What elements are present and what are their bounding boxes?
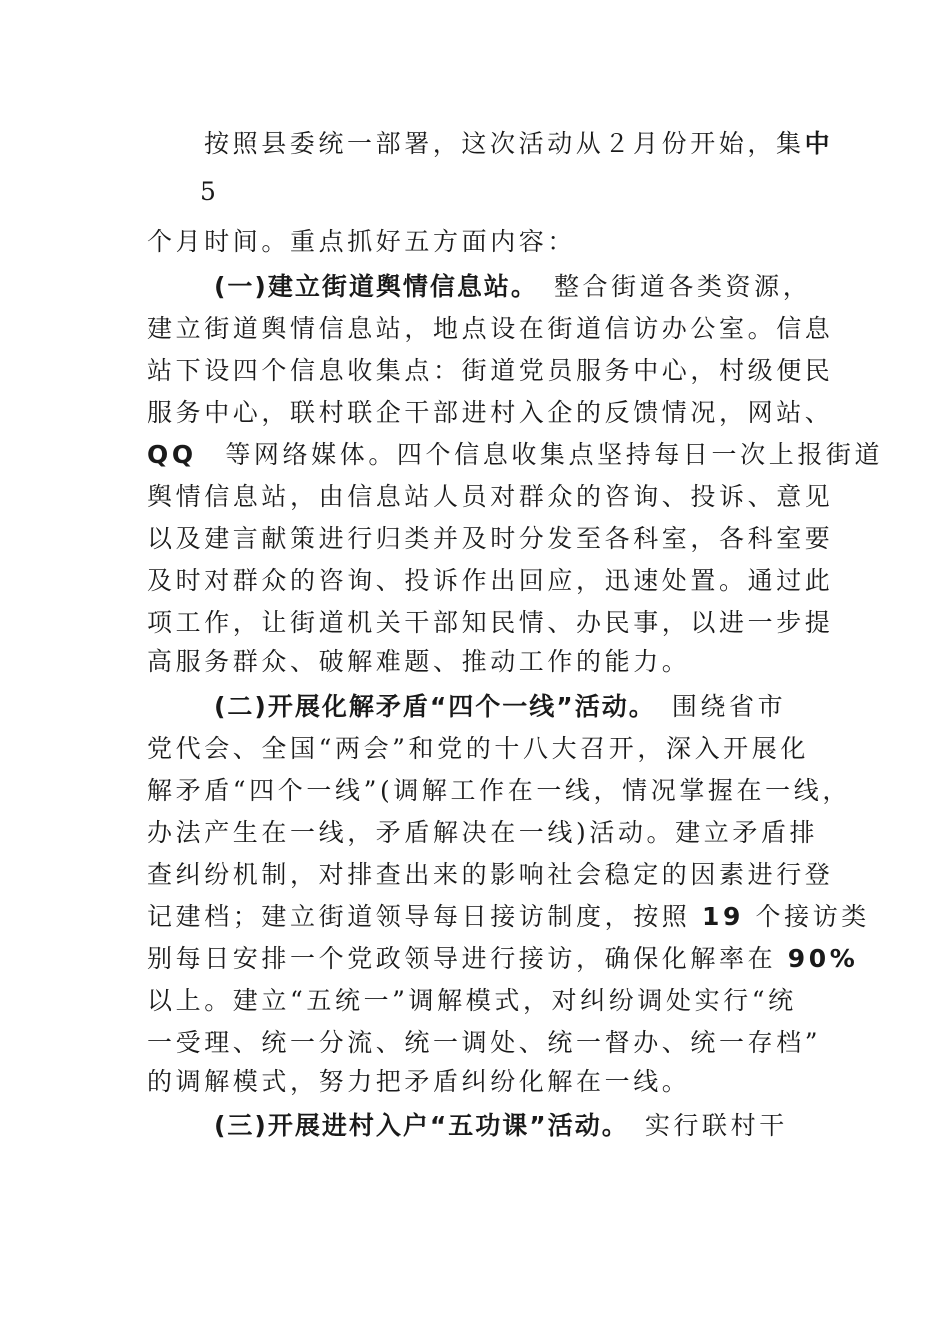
text-line <box>147 986 797 1016</box>
text-span: 实行联村干 <box>616 1111 788 1140</box>
text-span: 党代会、全国“两会”和党的十八大召开，深入开展化 <box>147 734 809 763</box>
section-heading: (一)建立街道舆情信息站。 <box>214 272 526 301</box>
text-line <box>147 440 883 470</box>
text-span: 个接访类 <box>743 902 870 931</box>
text-line <box>147 647 690 677</box>
text-line <box>147 314 833 344</box>
text-span: 站下设四个信息收集点：街道党员服务中心，村级便民 <box>147 356 834 385</box>
text-span: 建立街道舆情信息站，地点设在街道信访办公室。信息 <box>147 314 834 343</box>
text-line <box>147 524 833 554</box>
section-heading: (二)开展化解矛盾“四个一线”活动。 <box>214 692 644 721</box>
text-line <box>147 398 833 428</box>
text-span: 解矛盾“四个一线”(调解工作在一线，情况掌握在一线， <box>147 776 851 805</box>
text-span: 一受理、统一分流、统一调处、统一督办、统一存档” <box>147 1028 822 1057</box>
text-span: 等网络媒体。四个信息收集点坚持每日一次上报街道 <box>196 440 884 469</box>
section-heading-line <box>214 692 786 722</box>
text-line <box>147 356 833 386</box>
text-span: 及时对群众的咨询、投诉作出回应，迅速处置。通过此 <box>147 566 834 595</box>
text-span: 办法产生在一线，矛盾解决在一线)活动。建立矛盾排 <box>147 818 819 847</box>
text-line <box>147 734 809 764</box>
text-span: 舆情信息站，由信息站人员对群众的咨询、投诉、意见 <box>147 482 834 511</box>
text-span: 个月时间。重点抓好五方面内容： <box>147 227 577 256</box>
text-span-bold: 19 <box>701 902 744 931</box>
section-heading: (三)开展进村入户“五功课”活动。 <box>214 1111 617 1140</box>
text-line <box>147 227 576 257</box>
text-span: 整合街道各类资源， <box>525 272 812 301</box>
text-span: 按照县委统一部署，这次活动从２月份开始，集 <box>204 129 805 158</box>
text-span: 围绕省市 <box>643 692 787 721</box>
section-heading-line <box>214 272 811 302</box>
text-span: 记建档；建立街道领导每日接访制度，按照 <box>147 902 702 931</box>
text-span: 以上。建立“五统一”调解模式，对纠纷调处实行“统 <box>147 986 797 1015</box>
text-line <box>147 860 833 890</box>
text-line <box>200 177 220 207</box>
text-span-bold: 90% <box>787 944 859 973</box>
text-line <box>147 1067 690 1097</box>
text-line <box>147 1028 821 1058</box>
text-span: 别每日安排一个党政领导进行接访，确保化解率在 <box>147 944 788 973</box>
text-line <box>147 608 833 638</box>
text-span: 的调解模式，努力把矛盾纠纷化解在一线。 <box>147 1067 691 1096</box>
text-line <box>147 566 833 596</box>
text-line <box>147 944 858 974</box>
text-span: 服务中心，联村联企干部进村入企的反馈情况，网站、 <box>147 398 834 427</box>
text-span: 以及建言献策进行归类并及时分发至各科室，各科室要 <box>147 524 834 553</box>
text-line <box>204 129 833 159</box>
text-span: 查纠纷机制，对排查出来的影响社会稳定的因素进行登 <box>147 860 834 889</box>
text-line <box>147 482 833 512</box>
text-span: 项工作，让街道机关干部知民情、办民事，以进一步提 <box>147 608 834 637</box>
text-span: 高服务群众、破解难题、推动工作的能力。 <box>147 647 691 676</box>
text-span-bold: 中 <box>804 129 834 158</box>
text-line <box>147 818 818 848</box>
text-span-bold: QQ <box>147 440 197 469</box>
section-heading-line <box>214 1111 788 1141</box>
text-line <box>147 902 870 932</box>
text-span: 5 <box>200 177 220 206</box>
text-line <box>147 776 851 806</box>
